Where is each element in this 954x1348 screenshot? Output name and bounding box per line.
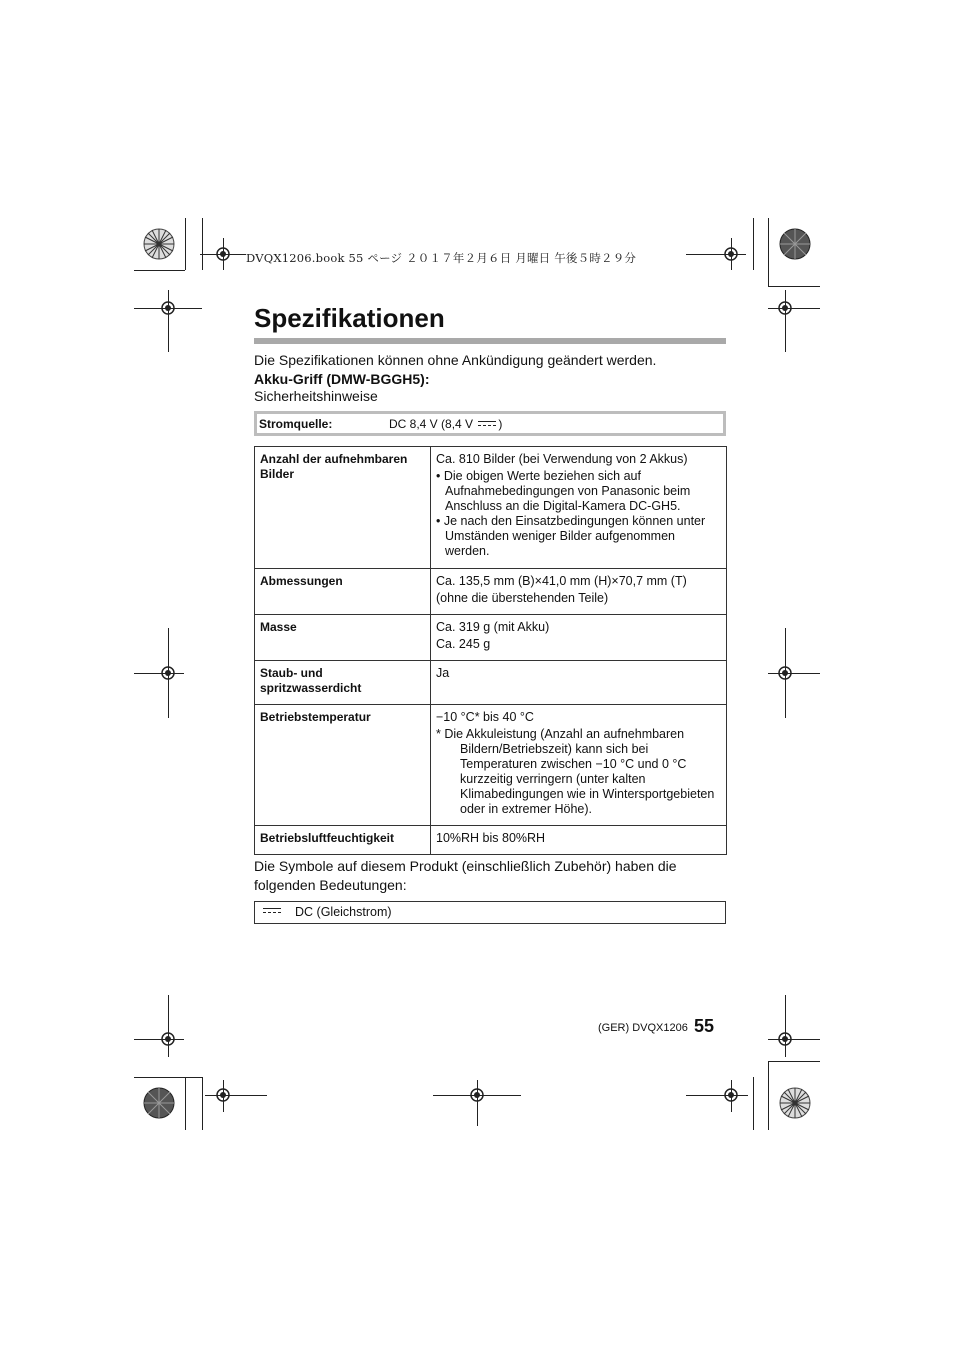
- registration-mark-icon: [466, 1084, 488, 1106]
- registration-mark-icon: [774, 1028, 796, 1050]
- power-source-label: Stromquelle:: [259, 417, 333, 431]
- dimensions-label: Abmessungen: [255, 569, 431, 615]
- star-target-icon: [142, 1086, 176, 1120]
- mass-value-cell: [431, 615, 727, 661]
- temperature-value: −10 °C* bis 40 °C: [436, 710, 534, 724]
- intro-text: Die Spezifikationen können ohne Ankündigung geändert werden.: [254, 352, 657, 368]
- registration-mark-icon: [157, 297, 179, 319]
- mass-value-1: Ca. 319 g (mit Akku): [436, 620, 550, 634]
- dc-symbol-box: [254, 901, 726, 924]
- shots-label: Anzahl der aufnehmbaren Bilder: [255, 447, 431, 569]
- temperature-label: Betriebstemperatur: [255, 705, 431, 826]
- registration-mark-icon: [212, 1084, 234, 1106]
- mass-label: Masse: [255, 615, 431, 661]
- humidity-label: Betriebsluftfeuchtigkeit: [255, 826, 431, 855]
- dimensions-value: Ca. 135,5 mm (B)×41,0 mm (H)×70,7 mm (T): [436, 574, 687, 588]
- safety-label: Sicherheitshinweise: [254, 388, 378, 404]
- temperature-value-cell: [431, 705, 727, 826]
- power-source-value: DC 8,4 V (8,4 V ): [389, 417, 503, 431]
- temperature-note: * Die Akkuleistung (Anzahl an aufnehmbaren Bildern/Betriebszeit) kann sich bei Temperaturen zwischen −10 °C und 0 °C kurzzeitig verringern (unter kalten Klimabedingungen wie in Wintersportgebieten oder in extremer Höhe).: [436, 727, 715, 816]
- product-heading: Akku-Griff (DMW-BGGH5):: [254, 371, 430, 387]
- dc-symbol-icon: [478, 421, 496, 429]
- star-target-icon: [778, 227, 812, 261]
- registration-mark-icon: [720, 243, 742, 265]
- table-row: [255, 826, 727, 855]
- print-header: DVQX1206.book 55 ページ ２０１７年２月６日 月曜日 午後５時２９分: [246, 251, 637, 265]
- page-title: Spezifikationen: [254, 303, 445, 333]
- shots-value: Ca. 810 Bilder (bei Verwendung von 2 Akkus): [436, 452, 688, 466]
- table-row: [255, 569, 727, 615]
- mass-value-2: Ca. 245 g: [436, 637, 491, 651]
- registration-mark-icon: [774, 662, 796, 684]
- spec-table: [254, 446, 727, 855]
- registration-mark-icon: [212, 243, 234, 265]
- star-target-icon: [778, 1086, 812, 1120]
- shots-value-cell: [431, 447, 727, 569]
- table-row: [255, 705, 727, 826]
- shots-note-2: • Je nach den Einsatzbedingungen können unter Umständen weniger Bilder aufgenommen werden.: [436, 514, 706, 558]
- dimensions-value-cell: [431, 569, 727, 615]
- registration-mark-icon: [720, 1084, 742, 1106]
- footer-code: (GER) DVQX1206: [598, 1022, 688, 1034]
- symbols-intro: Die Symbole auf diesem Produkt (einschließlich Zubehör) haben die folgenden Bedeutungen:: [254, 858, 677, 893]
- shots-note-1: • Die obigen Werte beziehen sich auf Aufnahmebedingungen von Panasonic beim Anschluss an die Digital-Kamera DC-GH5.: [436, 469, 691, 513]
- dc-symbol-icon: [263, 908, 281, 916]
- table-row: [255, 661, 727, 705]
- registration-mark-icon: [157, 1028, 179, 1050]
- dust-value: Ja: [431, 661, 727, 705]
- dust-label: Staub- und spritzwasserdicht: [255, 661, 431, 705]
- title-underline: [254, 338, 726, 344]
- power-source-box: [254, 411, 726, 436]
- page-number: 55: [694, 1016, 715, 1036]
- table-row: [255, 615, 727, 661]
- table-row: [255, 447, 727, 569]
- humidity-value: 10%RH bis 80%RH: [431, 826, 727, 855]
- dc-symbol-text: DC (Gleichstrom): [295, 905, 392, 919]
- star-target-icon: [142, 227, 176, 261]
- dimensions-note: (ohne die überstehenden Teile): [436, 591, 609, 605]
- registration-mark-icon: [157, 662, 179, 684]
- registration-mark-icon: [774, 297, 796, 319]
